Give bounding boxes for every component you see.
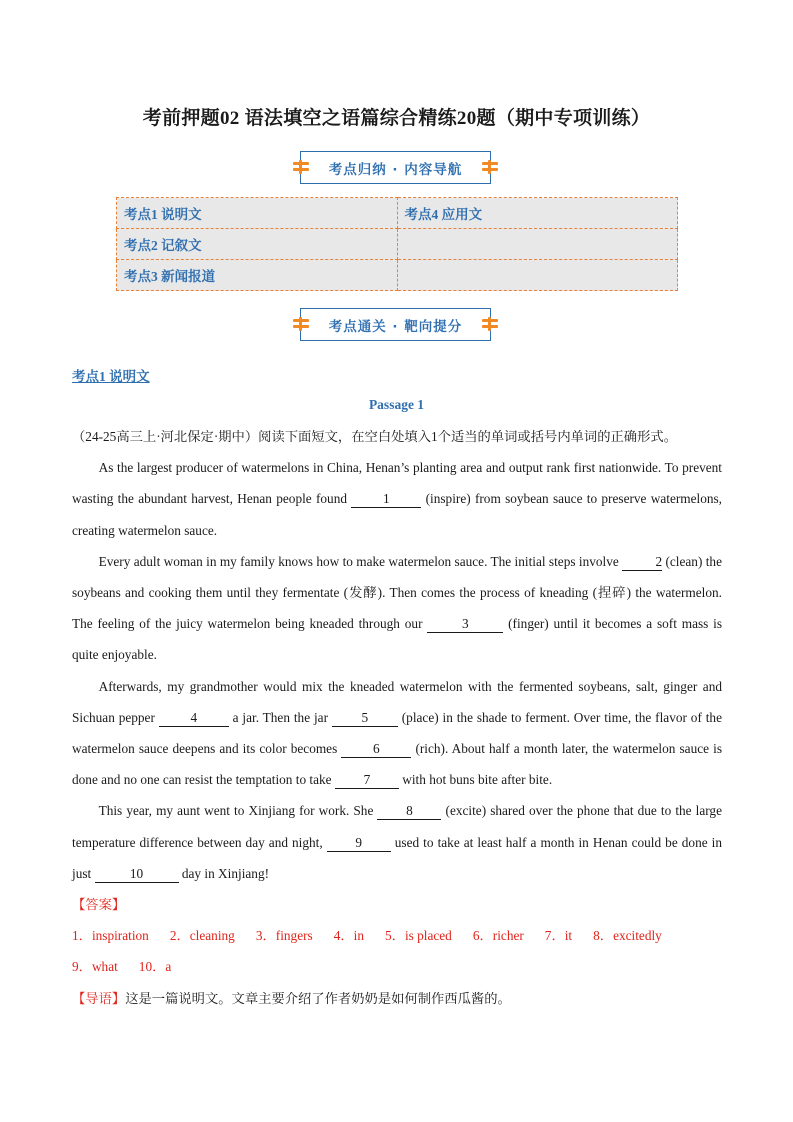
passage-body bbox=[72, 421, 722, 1014]
answer-label: 【答案】 bbox=[72, 897, 126, 913]
table-row bbox=[117, 229, 678, 260]
answer-list bbox=[72, 920, 722, 982]
topic-link-2[interactable]: 考点2 记叙文 bbox=[117, 229, 398, 260]
blank-8: 8 bbox=[377, 802, 441, 820]
topic-link-3[interactable]: 考点3 新闻报道 bbox=[117, 260, 398, 291]
blank-2: 2 bbox=[622, 553, 662, 571]
answer-item: 9．what bbox=[72, 959, 118, 975]
blank-4: 4 bbox=[159, 709, 229, 727]
section-heading-link[interactable]: 考点1 说明文 bbox=[72, 369, 150, 384]
blank-6: 6 bbox=[341, 740, 411, 758]
answer-item: 4．in bbox=[333, 928, 364, 944]
practice-banner-label: 考点通关 · 靶向提分 bbox=[328, 318, 463, 335]
answer-item: 5．is placed bbox=[385, 928, 452, 944]
paragraph-3: Afterwards, my grandmother would mix the kneaded watermelon with the fermented soybeans, salt, ginger and Sichuan pepper 4 a jar. Then the jar 5 (place) in the shade to ferment. Over time, the flavor of the watermelon sauce deepens and its color becomes 6 (rich). About half a month later, the watermelon sauce is done and no one can resist the temptation to take 7 with hot buns bite after bite. bbox=[72, 678, 722, 788]
answer-item: 6．richer bbox=[472, 928, 524, 944]
intro-text: 这是一篇说明文。文章主要介绍了作者奶奶是如何制作西瓜酱的。 bbox=[125, 990, 511, 1006]
topic-link-4[interactable]: 考点4 应用文 bbox=[397, 198, 678, 229]
nav-banner bbox=[300, 151, 491, 184]
blank-3: 3 bbox=[427, 615, 503, 633]
empty-cell bbox=[397, 260, 678, 291]
empty-cell bbox=[397, 229, 678, 260]
document-title: 考前押题02 语法填空之语篇综合精练20题（期中专项训练） bbox=[142, 108, 651, 129]
answer-item: 1．inspiration bbox=[72, 928, 149, 944]
equals-bracket-icon bbox=[293, 317, 309, 331]
blank-9: 9 bbox=[327, 834, 391, 852]
blank-7: 7 bbox=[335, 771, 399, 789]
topic-nav-table bbox=[116, 197, 678, 291]
blank-5: 5 bbox=[332, 709, 398, 727]
table-row bbox=[117, 260, 678, 291]
answer-item: 10．a bbox=[138, 959, 172, 975]
paragraph-2: Every adult woman in my family knows how to make watermelon sauce. The initial steps involve 2 (clean) the soybeans and cooking them until they fermentate (发酵). Then comes the process of kneading (捏碎) the watermelon. The feeling of the juicy watermelon being kneaded through our 3 (finger) until it becomes a soft mass is quite enjoyable. bbox=[72, 553, 723, 663]
answer-item: 8．excitedly bbox=[593, 928, 662, 944]
topic-link-1[interactable]: 考点1 说明文 bbox=[117, 198, 398, 229]
table-row bbox=[117, 198, 678, 229]
source-instruction: （24-25高三上·河北保定·期中）阅读下面短文，在空白处填入1个适当的单词或括号内单词的正确形式。 bbox=[72, 429, 677, 444]
answer-item: 3．fingers bbox=[255, 928, 313, 944]
equals-bracket-icon bbox=[482, 317, 498, 331]
nav-banner-label: 考点归纳 · 内容导航 bbox=[328, 161, 463, 178]
equals-bracket-icon bbox=[482, 160, 498, 174]
answer-item: 2．cleaning bbox=[169, 928, 235, 944]
paragraph-4: This year, my aunt went to Xinjiang for work. She 8 (excite) shared over the phone that due to the large temperature difference between day and night, 9 used to take at least half a month in Henan could be done in just 10 day in Xinjiang! bbox=[72, 803, 723, 881]
intro-note bbox=[72, 983, 722, 1014]
blank-10: 10 bbox=[95, 865, 179, 883]
paragraph-1: As the largest producer of watermelons in China, Henan’s planting area and output rank first nationwide. To prevent wasting the abundant harvest, Henan people found 1 (inspire) from soybean sauce to preserve watermelons, creating watermelon sauce. bbox=[72, 460, 723, 538]
intro-tag: 【导语】 bbox=[72, 990, 126, 1006]
passage-title: Passage 1 bbox=[368, 397, 425, 412]
blank-1: 1 bbox=[351, 490, 421, 508]
answer-item: 7．it bbox=[544, 928, 573, 944]
equals-bracket-icon bbox=[293, 160, 309, 174]
practice-banner bbox=[300, 308, 491, 341]
